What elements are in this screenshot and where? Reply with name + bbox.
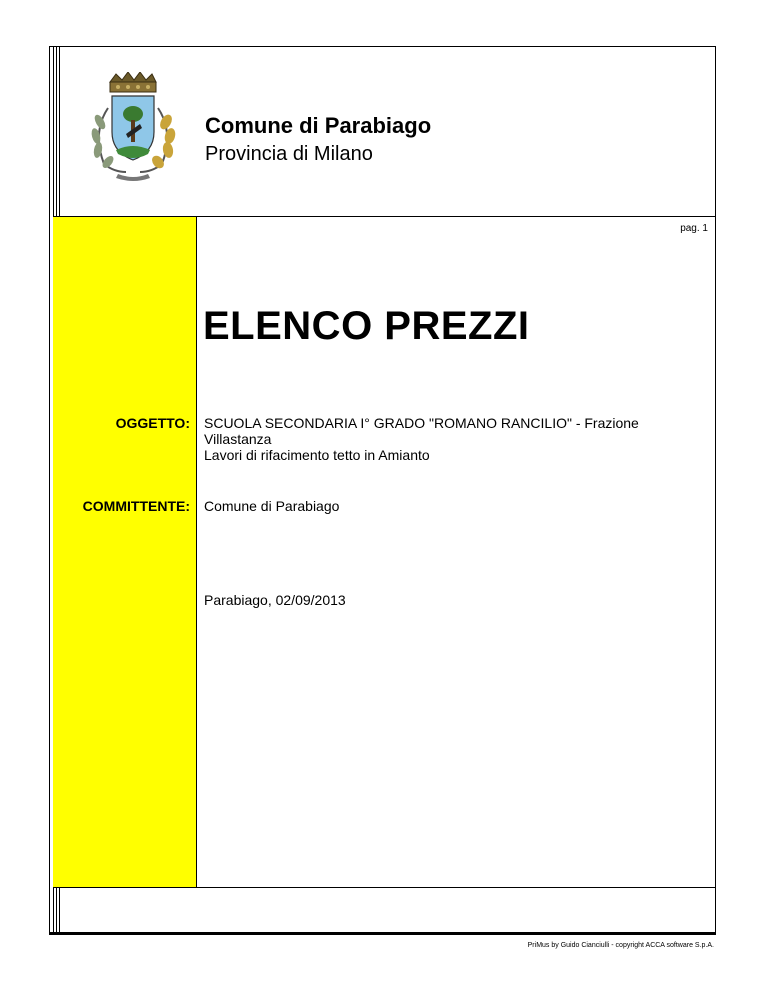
committente-label: COMMITTENTE: — [82, 498, 190, 514]
document-title: ELENCO PREZZI — [203, 304, 530, 348]
frame-bottom-rule — [49, 932, 716, 935]
oggetto-label: OGGETTO: — [115, 415, 190, 431]
oggetto-line: SCUOLA SECONDARIA I° GRADO "ROMANO RANCILIO" - Frazione — [204, 415, 639, 431]
oggetto-line: Lavori di rifacimento tetto in Amianto — [204, 447, 430, 463]
label-column — [53, 216, 197, 888]
org-name: Comune di Parabiago — [205, 113, 432, 138]
committente-value: Comune di Parabiago — [204, 498, 340, 514]
org-subtitle: Provincia di Milano — [205, 143, 373, 165]
place-date: Parabiago, 02/09/2013 — [204, 592, 346, 608]
coat-of-arms-logo — [78, 72, 188, 184]
oggetto-line: Villastanza — [204, 431, 272, 447]
section-divider — [53, 887, 716, 888]
section-divider — [197, 216, 716, 217]
page-number: pag. 1 — [680, 223, 708, 234]
footer-credit: PriMus by Guido Cianciulli - copyright ACCA software S.p.A. — [527, 942, 714, 949]
oggetto-value — [204, 415, 704, 463]
